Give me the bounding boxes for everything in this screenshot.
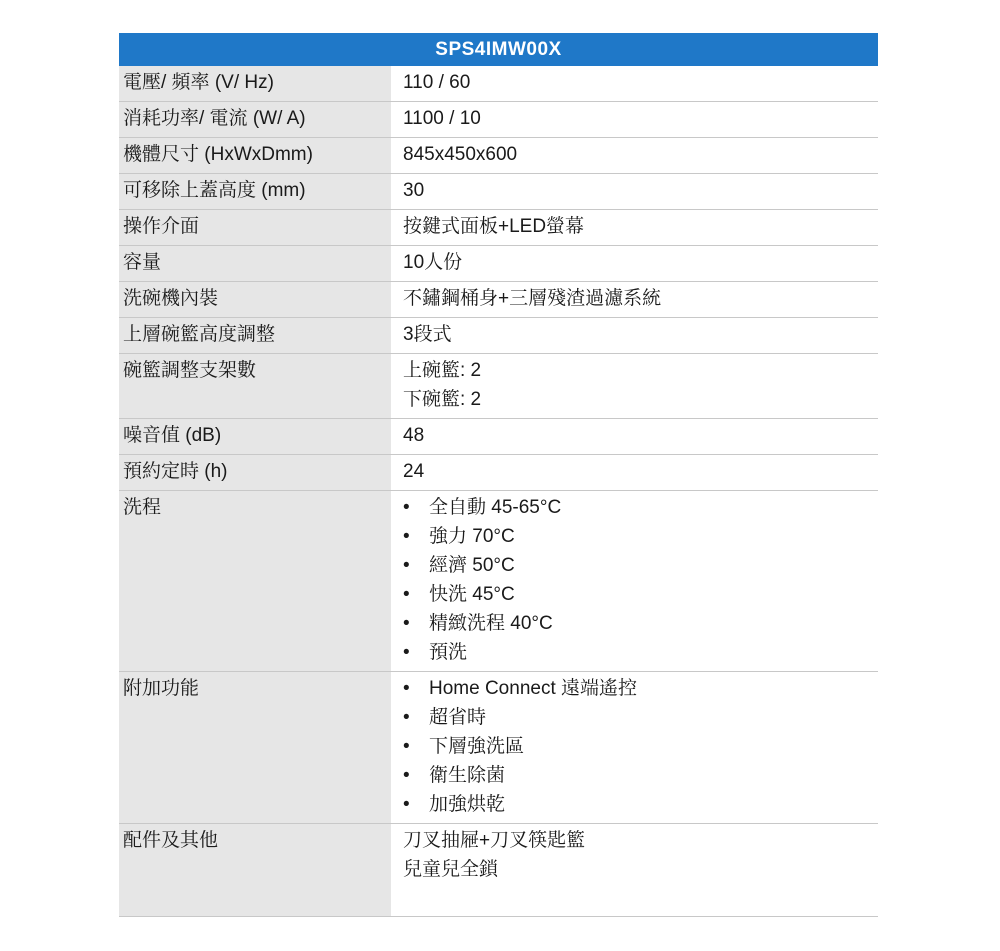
bullet-icon: • [403, 678, 410, 699]
list-item: • 衛生除菌 [403, 761, 878, 790]
list-item: • 加強烘乾 [403, 790, 878, 819]
table-row [119, 174, 878, 210]
bullet-icon: • [403, 642, 410, 663]
row-label-timer: 預約定時 (h) [119, 455, 391, 490]
row-label-dimensions: 機體尺寸 (HxWxDmm) [119, 138, 391, 173]
list-item: • 超省時 [403, 703, 878, 732]
row-label-accessories: 配件及其他 [119, 824, 391, 916]
row-label-power: 消耗功率/ 電流 (W/ A) [119, 102, 391, 137]
table-row [119, 246, 878, 282]
row-label-interface: 操作介面 [119, 210, 391, 245]
row-value-dimensions: 845x450x600 [391, 138, 878, 173]
table-row [119, 210, 878, 246]
bullet-icon: • [403, 584, 410, 605]
accessory-line: 兒童兒全鎖 [403, 859, 499, 880]
accessory-line: 刀叉抽屜+刀叉筷匙籃 [403, 830, 586, 851]
bullet-icon: • [403, 555, 410, 576]
row-value-accessories [391, 824, 878, 916]
table-row [119, 282, 878, 318]
list-item: • 下層強洗區 [403, 732, 878, 761]
bullet-icon: • [403, 526, 410, 547]
row-value-rack-height: 3段式 [391, 318, 878, 353]
table-row [119, 66, 878, 102]
row-label-programs: 洗程 [119, 491, 391, 671]
table-row [119, 318, 878, 354]
list-item: • 經濟 50°C [403, 551, 878, 580]
spec-table [119, 33, 878, 917]
table-row [119, 419, 878, 455]
feature-list [403, 674, 878, 819]
row-label-capacity: 容量 [119, 246, 391, 281]
row-label-interior: 洗碗機內裝 [119, 282, 391, 317]
row-label-rack-supports: 碗籃調整支架數 [119, 354, 391, 418]
bullet-icon: • [403, 613, 410, 634]
table-row [119, 102, 878, 138]
row-label-features: 附加功能 [119, 672, 391, 823]
row-label-noise: 噪音值 (dB) [119, 419, 391, 454]
row-value-timer: 24 [391, 455, 878, 490]
row-label-rack-height: 上層碗籃高度調整 [119, 318, 391, 353]
table-row [119, 491, 878, 672]
table-row [119, 672, 878, 824]
list-item: • 全自動 45-65°C [403, 493, 878, 522]
lower-rack-value: 下碗籃: 2 [403, 389, 482, 410]
row-value-voltage: 110 / 60 [391, 66, 878, 101]
row-value-power: 1100 / 10 [391, 102, 878, 137]
row-label-voltage: 電壓/ 頻率 (V/ Hz) [119, 66, 391, 101]
list-item: • 精緻洗程 40°C [403, 609, 878, 638]
bullet-icon: • [403, 497, 410, 518]
row-value-noise: 48 [391, 419, 878, 454]
bullet-icon: • [403, 794, 410, 815]
row-value-rack-supports [391, 354, 878, 418]
table-row [119, 354, 878, 419]
table-row [119, 824, 878, 917]
bullet-icon: • [403, 707, 410, 728]
upper-rack-value: 上碗籃: 2 [403, 360, 482, 381]
table-row [119, 455, 878, 491]
row-value-programs [391, 491, 878, 671]
row-label-lid-height: 可移除上蓋高度 (mm) [119, 174, 391, 209]
row-value-interior: 不鏽鋼桶身+三層殘渣過濾系統 [391, 282, 878, 317]
bullet-icon: • [403, 765, 410, 786]
list-item: • 快洗 45°C [403, 580, 878, 609]
list-item: • Home Connect 遠端遙控 [403, 674, 878, 703]
row-value-capacity: 10人份 [391, 246, 878, 281]
program-list [403, 493, 878, 667]
list-item: • 預洗 [403, 638, 878, 667]
row-value-interface: 按鍵式面板+LED螢幕 [391, 210, 878, 245]
table-row [119, 138, 878, 174]
bullet-icon: • [403, 736, 410, 757]
list-item: • 強力 70°C [403, 522, 878, 551]
row-value-lid-height: 30 [391, 174, 878, 209]
model-title: SPS4IMW00X [119, 33, 878, 66]
row-value-features [391, 672, 878, 823]
